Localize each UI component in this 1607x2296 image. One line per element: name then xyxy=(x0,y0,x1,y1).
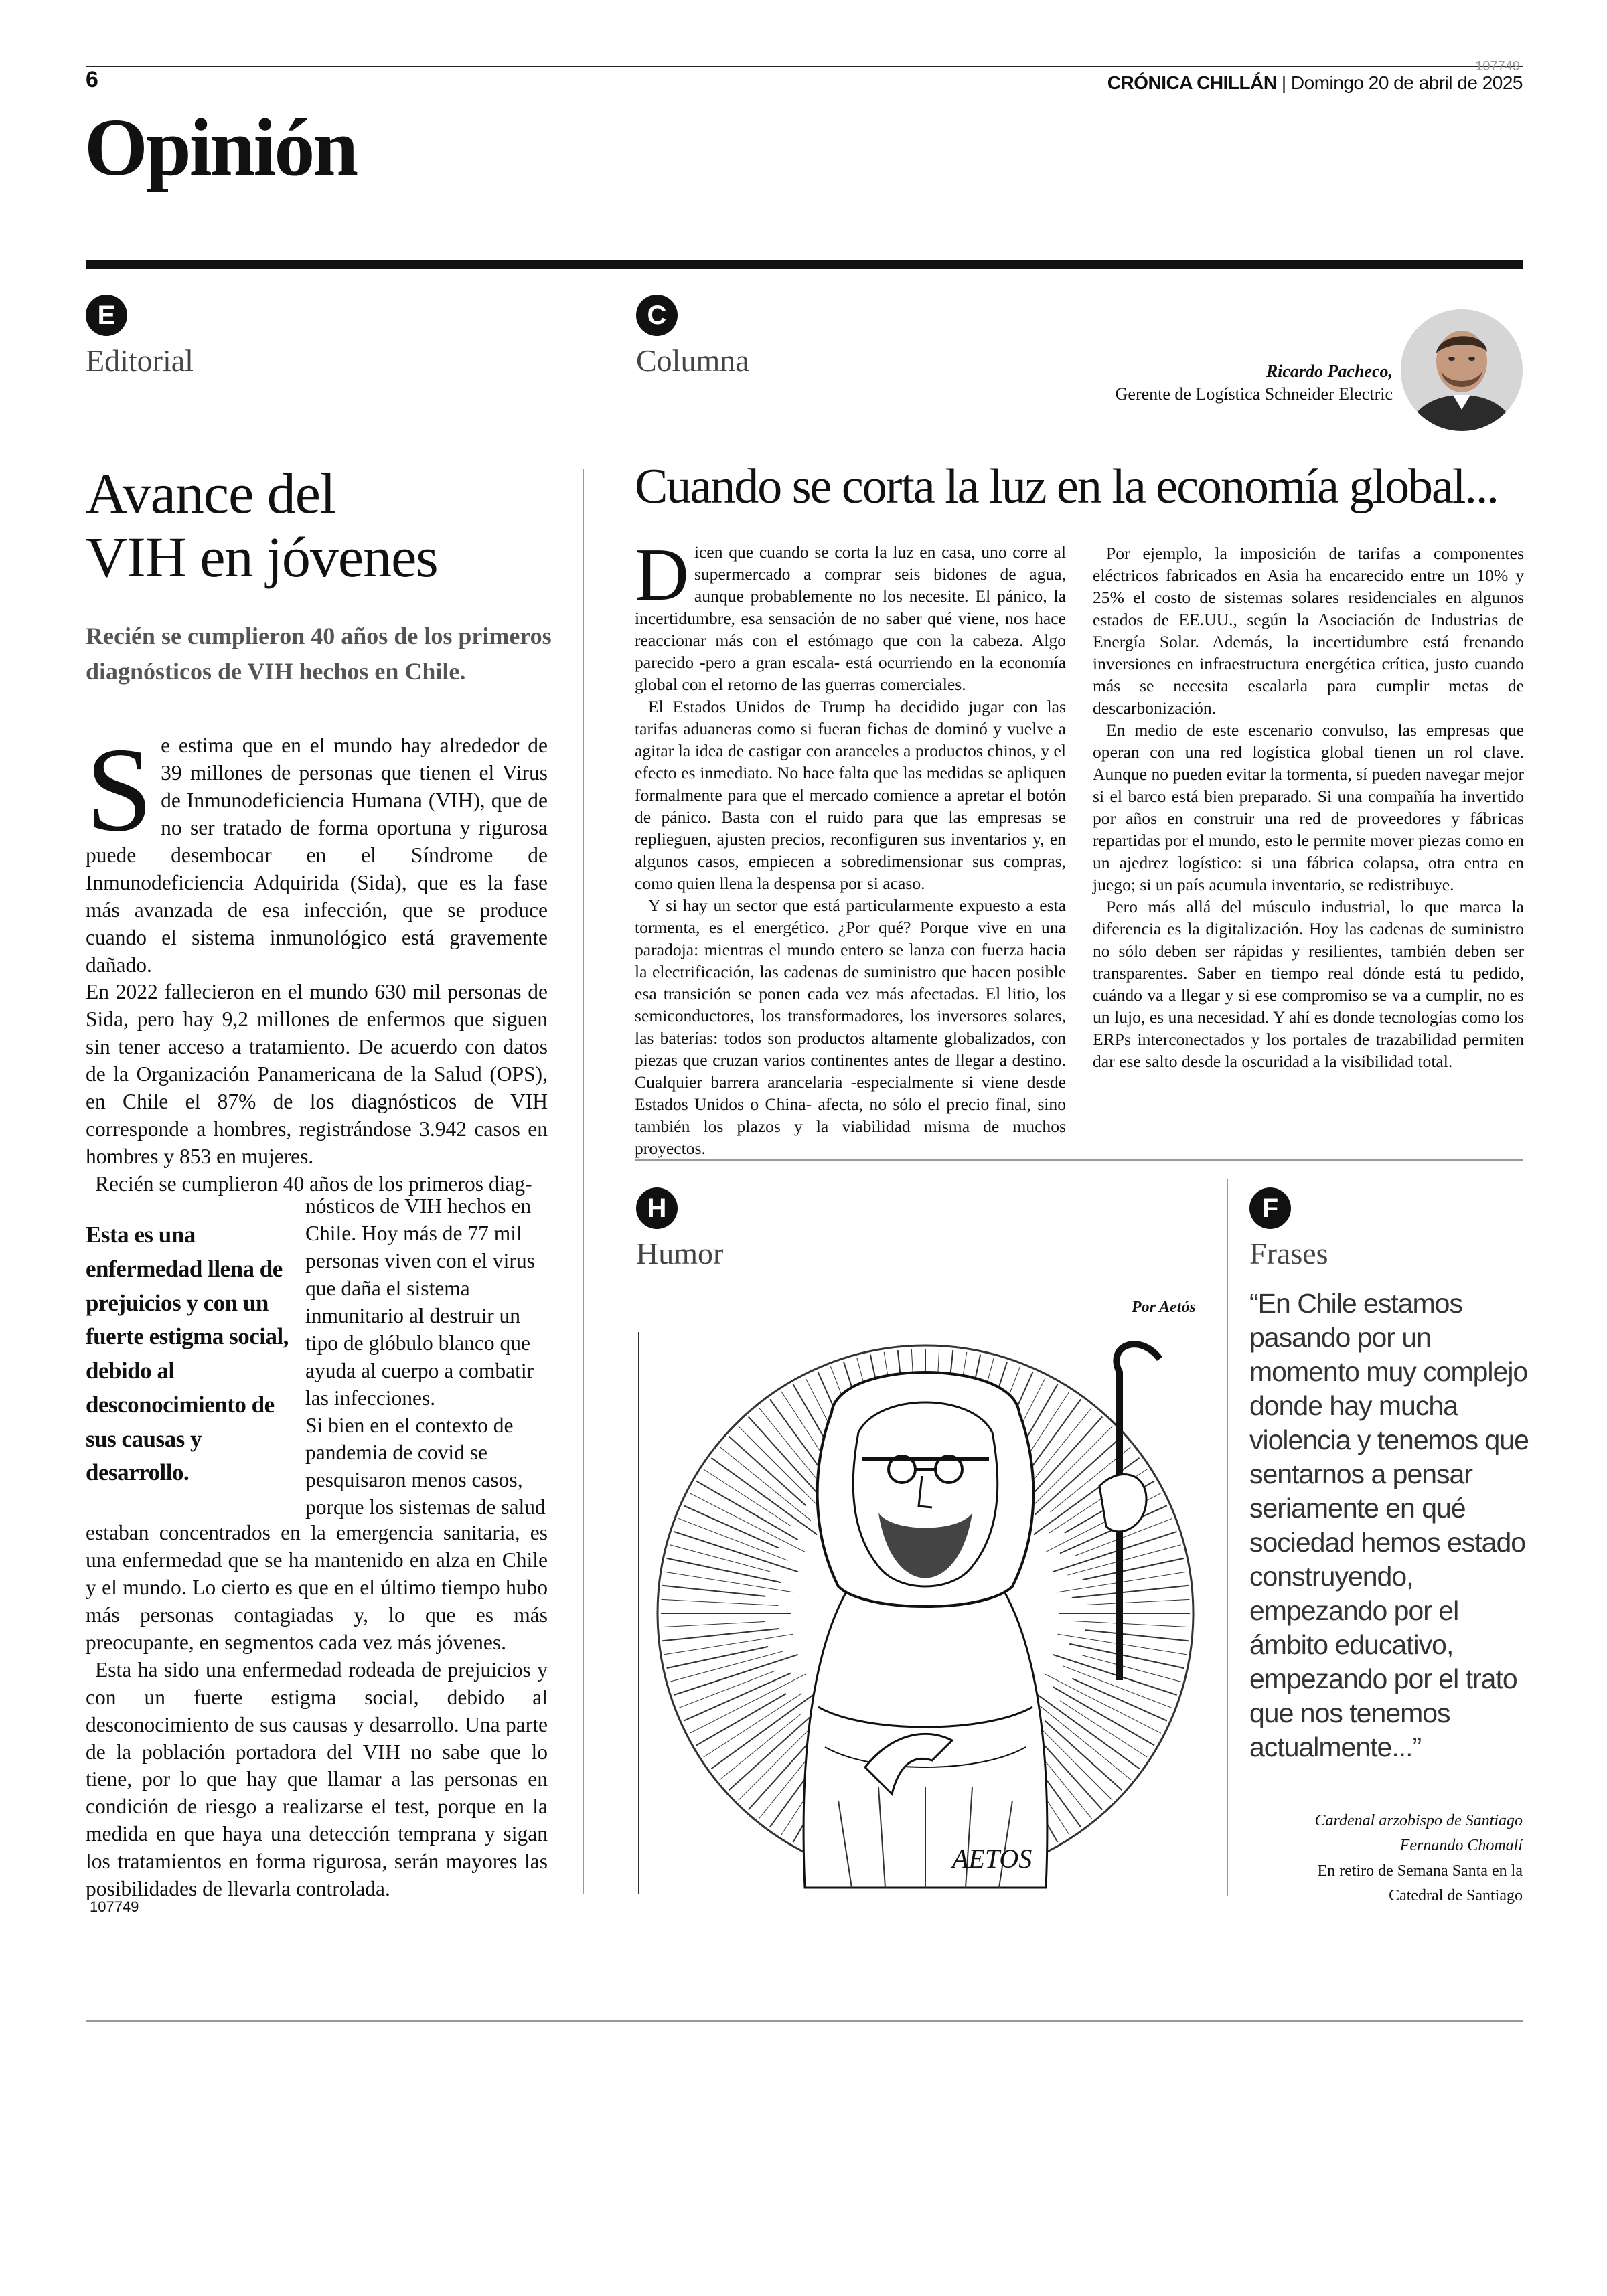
halo-ray xyxy=(667,1647,769,1668)
halo-ray xyxy=(664,1572,793,1592)
column-paragraph: Pero más allá del músculo industrial, lo que marca la diferencia es la digitalización. Hoy las cadenas de suministro no sólo deben ser rápidas y resilientes, también deben ser transparentes. Saber en tiempo real dónde está tu pedido, cuándo va a llegar y si ese compromiso se va a cumplir, no es un lujo, es una necesidad. Y ahí es donde tecnologías como los ERPs interconectados y los portales de trazabilidad permiten dar ese salto desde la oscuridad a la visibilidad total. xyxy=(1093,897,1524,1072)
editorial-paragraph: nósticos de VIH hechos en Chile. Hoy más de 77 mil personas viven con el virus que daña el sistema inmunitario al destruir un tipo de glóbulo blanco que ayuda al cuerpo a combatir las infecciones. xyxy=(305,1194,535,1410)
halo-ray xyxy=(664,1634,793,1655)
humor-cartoon xyxy=(637,1332,1213,1894)
halo-ray xyxy=(711,1692,817,1769)
halo-ray xyxy=(704,1469,791,1526)
editorial-body-top xyxy=(86,723,548,1198)
halo-ray xyxy=(1034,1692,1140,1769)
editorial-drop-cap: S xyxy=(86,723,153,856)
editorial-paragraph: En 2022 fallecieron en el mundo 630 mil personas de Sida, pero hay 9,2 millones de enfermos que siguen sin tener acceso a tratamiento. De acuerdo con datos de la Organización Panamericana de la Salud (OPS), en Chile el 87% de los diagnósticos de VIH corresponde a hombres, registrándose 3.942 casos en hombres y 853 en mujeres. xyxy=(86,980,548,1169)
editorial-headline xyxy=(86,462,554,588)
halo-ray xyxy=(684,1673,791,1720)
editorial-label: Editorial xyxy=(86,343,194,378)
masthead: CRÓNICA CHILLÁN | Domingo 20 de abril de 2025 xyxy=(1107,72,1523,93)
editorial-paragraph xyxy=(86,723,548,979)
halo-ray xyxy=(1073,1621,1190,1627)
column-paragraph xyxy=(635,534,1066,695)
author-role: Gerente de Logística Schneider Electric xyxy=(1115,384,1393,404)
halo-ray xyxy=(1053,1532,1176,1572)
halo-ray xyxy=(1086,1599,1190,1605)
cartoon-illustration-icon xyxy=(637,1332,1213,1894)
frases-attr-context: En retiro de Semana Santa en la Catedral de Santiago xyxy=(1317,1862,1523,1905)
frases-attribution xyxy=(1174,1809,1523,1909)
column-paragraph: En medio de este escenario convulso, las empresas que operan con una red logística global tienen un rol clave. Aunque no pueden evitar la tormenta, sí pueden navegar mejor si el barco está bien preparado. Si una compañía ha invertido por años en construir una red de proveedores y fábricas repartidas por el mundo, esto le permite mover piezas como en un ajedrez logístico: si una fábrica colapsa, otra entra en juego; si un país acumula inventario, se redistribuye. xyxy=(1093,720,1524,895)
halo-ray xyxy=(1069,1644,1184,1668)
halo-ray xyxy=(667,1558,781,1582)
column-badge: C xyxy=(636,295,678,336)
frases-attr-title: Cardenal arzobispo de Santiago xyxy=(1314,1812,1523,1829)
column-paragraph: El Estados Unidos de Trump ha decidido jugar con las tarifas aduaneras como si fueran fichas de dominó y vuelve a agitar la idea de castigar con aranceles a productos chinos, y el efecto es inmediato. No hace falta que las medidas se apliquen formalmente para que el mercado comience a apretar el botón de pánico. Basta con el ruido para que las empresas se replieguen, ajusten precios, reconfiguren sus inventarios y, en algunos casos, empiecen a sobredimensionar sus compras, como quien llena la despensa por si acaso. xyxy=(635,697,1066,894)
column-paragraph-text: icen que cuando se corta la luz en casa, uno corre al supermercado a comprar seis bidones de agua, aunque probablemente no los necesite. El pánico, la incertidumbre, esa sensación de no saber qué viene, nos hace reaccionar más con el estómago que con la cabeza. Algo parecido -pero a gran escala- está ocurriendo en la economía global con el retorno de las guerras comerciales. xyxy=(635,542,1066,695)
section-title: Opinión xyxy=(84,102,357,193)
editorial-body-narrow xyxy=(305,1193,548,1522)
halo-ray xyxy=(1072,1679,1167,1721)
frases-attr-name: Fernando Chomalí xyxy=(1399,1837,1523,1855)
author-name: Ricardo Pacheco, xyxy=(1266,361,1393,381)
bottom-rule xyxy=(86,2020,1523,2022)
halo-ray xyxy=(696,1694,786,1746)
humor-byline: Por Aetós xyxy=(1132,1299,1196,1316)
corner-code: 107749 xyxy=(1475,59,1520,74)
frases-quote: “En Chile estamos pasando por un momento muy complejo donde hay mucha violencia y tenemos que sentarnos a pensar seriamente en qué sociedad hemos estado construyendo, empezando por el ámbito educativo, empezando por el trato que nos tenemos actualmente...” xyxy=(1249,1288,1529,1763)
halo-ray xyxy=(674,1655,797,1695)
editorial-paragraph: Recién se cumplieron 40 años de los primeros diag- xyxy=(95,1172,532,1196)
humor-badge: H xyxy=(636,1187,678,1229)
editorial-paragraph: Esta ha sido una enfermedad rodeada de prejuicios y con un fuerte estigma social, debido al desconocimiento de sus causas y desarrollo. Una parte de la población portadora del VIH no sabe que lo tiene, por lo que hay que llamar a las personas en condición de riesgo a realizarse el test, porque en la medida en que haya una detección temprana y sigan los tratamientos en forma rigurosa, serán mayores las posibilidades de llevarla controlada. xyxy=(86,1657,548,1901)
editorial-column-divider xyxy=(583,469,584,1894)
editorial-badge: E xyxy=(86,295,127,336)
halo-ray xyxy=(729,1437,806,1506)
column-text-col1 xyxy=(635,534,1066,1159)
section-rule xyxy=(86,260,1523,269)
author-avatar xyxy=(1401,309,1523,431)
halo-ray xyxy=(684,1505,779,1548)
frases-label: Frases xyxy=(1249,1236,1328,1270)
frases-badge: F xyxy=(1249,1187,1291,1229)
halo-ray xyxy=(674,1532,797,1572)
halo-ray xyxy=(1033,1416,1103,1493)
halo-ray xyxy=(1053,1655,1176,1695)
editorial-headline-line2: VIH en jóvenes xyxy=(86,524,438,589)
halo-ray xyxy=(749,1416,827,1503)
issue-date: Domingo 20 de abril de 2025 xyxy=(1290,72,1523,93)
halo-ray xyxy=(1085,1630,1189,1641)
halo-ray xyxy=(729,1712,816,1790)
top-rule xyxy=(86,66,1523,67)
publication-name: CRÓNICA CHILLÁN xyxy=(1107,72,1277,93)
column-paragraph: Por ejemplo, la imposición de tarifas a componentes eléctricos fabricados en Asia ha encarecido entre un 10% y 25% el costo de sistemas solares residenciales en algunos estados de EE.UU., según la Asociación de Industrias de Energía Solar. Además, la incertidumbre está frenando inversiones en infraestructura energética crítica, justo cuando más se necesita escalarla para cumplir metas de descarbonización. xyxy=(1093,544,1524,718)
humor-frases-divider xyxy=(1227,1179,1228,1896)
column-paragraph: Y si hay un sector que está particularmente expuesto a esta tormenta, es el energético. ¿Por qué? Porque vive en una paradoja: mientras el mundo entero se lanza con fuerza hacia la electrificación, las cadenas de suministro que hacen posible esa transición se ponen cada vez más afectadas. El litio, los semiconductores, los transformadores, los inversores solares, las baterías: todos son productos altamente globalizados, con piezas que cruzan varios continentes antes de llegar a destino. Cualquier barrera arancelaria -especialmente si viene desde Estados Unidos o China- afecta, no sólo el precio final, sino también los plazos y la viabilidad misma de muchos proyectos. xyxy=(635,896,1066,1159)
editorial-paragraph-text: e estima que en el mundo hay alrededor de 39 millones de personas que tienen el Virus de Inmunodeficiencia Humana (VIH), que de no ser tratado de forma oportuna y rigurosa puede desembocar en el Síndrome de Inmunodeficiencia Adquirida (Sida), que es la fase más avanzada de esa infección, que se produce cuando el sistema inmunológico está gravemente dañado. xyxy=(86,734,548,977)
editorial-paragraph: Si bien en el contexto de pandemia de covid se pesquisaron menos casos, porque los sistemas de salud xyxy=(305,1413,546,1520)
cartoon-signature: AETOS xyxy=(952,1843,1032,1874)
editorial-headline-line1: Avance del xyxy=(86,461,335,525)
halo-ray xyxy=(662,1599,779,1605)
column-drop-cap: D xyxy=(635,534,689,617)
author-portrait-icon xyxy=(1401,309,1523,431)
halo-ray xyxy=(1060,1701,1147,1757)
halo-ray xyxy=(662,1622,765,1627)
editorial-pull-quote: Esta es una enfermedad llena de prejuicios y con un fuerte estigma social, debido al desconocimiento de sus causas y desarrollo. xyxy=(86,1222,289,1486)
halo-ray xyxy=(662,1586,765,1596)
editorial-deck: Recién se cumplieron 40 años de los primeros diagnósticos de VIH hechos en Chile. xyxy=(86,623,552,685)
column-headline: Cuando se corta la luz en la economía global... xyxy=(635,459,1498,514)
page-number: 6 xyxy=(86,67,98,92)
humor-label: Humor xyxy=(636,1236,724,1270)
halo-ray xyxy=(1045,1721,1122,1791)
column-text-col2 xyxy=(1093,542,1524,1072)
column-label: Columna xyxy=(636,343,749,378)
halo-ray xyxy=(1083,1558,1184,1580)
halo-ray xyxy=(711,1458,817,1535)
editorial-body-bottom xyxy=(86,1520,548,1903)
editorial-code: 107749 xyxy=(90,1898,139,1915)
editorial-paragraph: estaban concentrados en la emergencia sanitaria, es una enfermedad que se ha mantenido en alza en Chile y el mundo. Lo cierto es que en el último tiempo hubo más personas contagiadas y, lo que es más preocupante, en segmentos cada vez más jóvenes. xyxy=(86,1521,548,1654)
